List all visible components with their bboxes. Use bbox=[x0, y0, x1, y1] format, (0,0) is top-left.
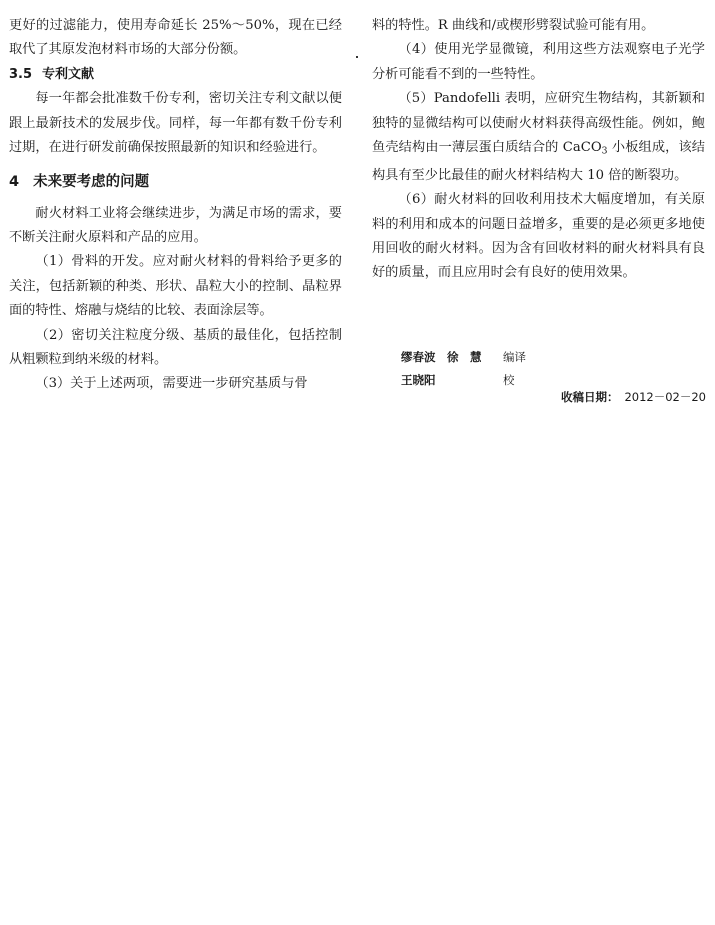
list-item-5 bbox=[372, 87, 705, 188]
received-label: 收稿日期： bbox=[560, 390, 619, 404]
paragraph-continuation: 料的特性。R 曲线和/或楔形劈裂试验可能有用。 bbox=[372, 18, 655, 33]
section-heading-3-5 bbox=[9, 63, 342, 88]
section-number: 4 bbox=[9, 173, 20, 190]
received-value: 2012－02－20 bbox=[624, 390, 706, 404]
list-item-1: （1）骨料的开发。应对耐火材料的骨料给予更多的关注，包括新颖的种类、形状、晶粒大小的控制、晶粒界面的特性、熔融与烧结的比较、表面涂层等。 bbox=[9, 254, 342, 319]
credits-block bbox=[401, 346, 601, 392]
subscript-3: 3 bbox=[601, 145, 608, 157]
list-item-3: （3）关于上述两项，需要进一步研究基质与骨 bbox=[35, 376, 308, 392]
paragraph-continuation: 更好的过滤能力，使用寿命延长 25%～50%，现在已经取代了其原发泡材料市场的大部分份额。 bbox=[9, 18, 342, 58]
received-date bbox=[561, 389, 706, 405]
left-column bbox=[9, 14, 342, 397]
translate-label: 编译 bbox=[503, 350, 526, 364]
proofreader-name: 王晓阳 bbox=[401, 373, 436, 387]
list-item-2: （2）密切关注粒度分级、基质的最佳化，包括控制从粗颗粒到纳米级的材料。 bbox=[9, 327, 342, 367]
right-column bbox=[372, 14, 705, 286]
paragraph-intro: 耐火材料工业将会继续进步，为满足市场的需求，要不断关注耐火原料和产品的应用。 bbox=[9, 205, 342, 245]
column-dot-mark bbox=[356, 56, 358, 58]
item5-text-start: （5）Pandofelli 表明，应研究生物结构，其新颖和独特的显微结构可以使耐火材料获得高级性能。例如，鲍鱼壳结构由一薄层蛋白质结合的 CaCO bbox=[372, 91, 705, 156]
section-number: 3.5 bbox=[9, 66, 33, 82]
list-item-4: （4）使用光学显微镜，利用这些方法观察电子光学分析可能看不到的一些特性。 bbox=[372, 42, 705, 82]
section-title: 专利文献 bbox=[42, 66, 95, 82]
translators-row bbox=[401, 346, 601, 369]
paragraph-patents: 每一年都会批准数千份专利，密切关注专利文献以便跟上最新技术的发展步伐。同样，每一年都有数千份专利过期，在进行研发前确保按照最新的知识和经验进行。 bbox=[9, 91, 342, 156]
item5-text-end: 小板组成，该结构具有至少比最佳的耐火材料结构大 10 倍的断裂功。 bbox=[372, 140, 705, 183]
list-item-6: （6）耐火材料的回收利用技术大幅度增加，有关原料的利用和成本的问题日益增多，重要的是必须更多地使用回收的耐火材料。因为含有回收材料的耐火材料具有良好的质量，而且应用时会有良好的使用效果。 bbox=[372, 192, 705, 281]
section-heading-4 bbox=[9, 172, 342, 192]
proofread-label: 校 bbox=[503, 373, 515, 387]
translator-names: 缪春波 徐 慧 bbox=[401, 350, 482, 364]
section-title: 未来要考虑的问题 bbox=[33, 173, 150, 190]
